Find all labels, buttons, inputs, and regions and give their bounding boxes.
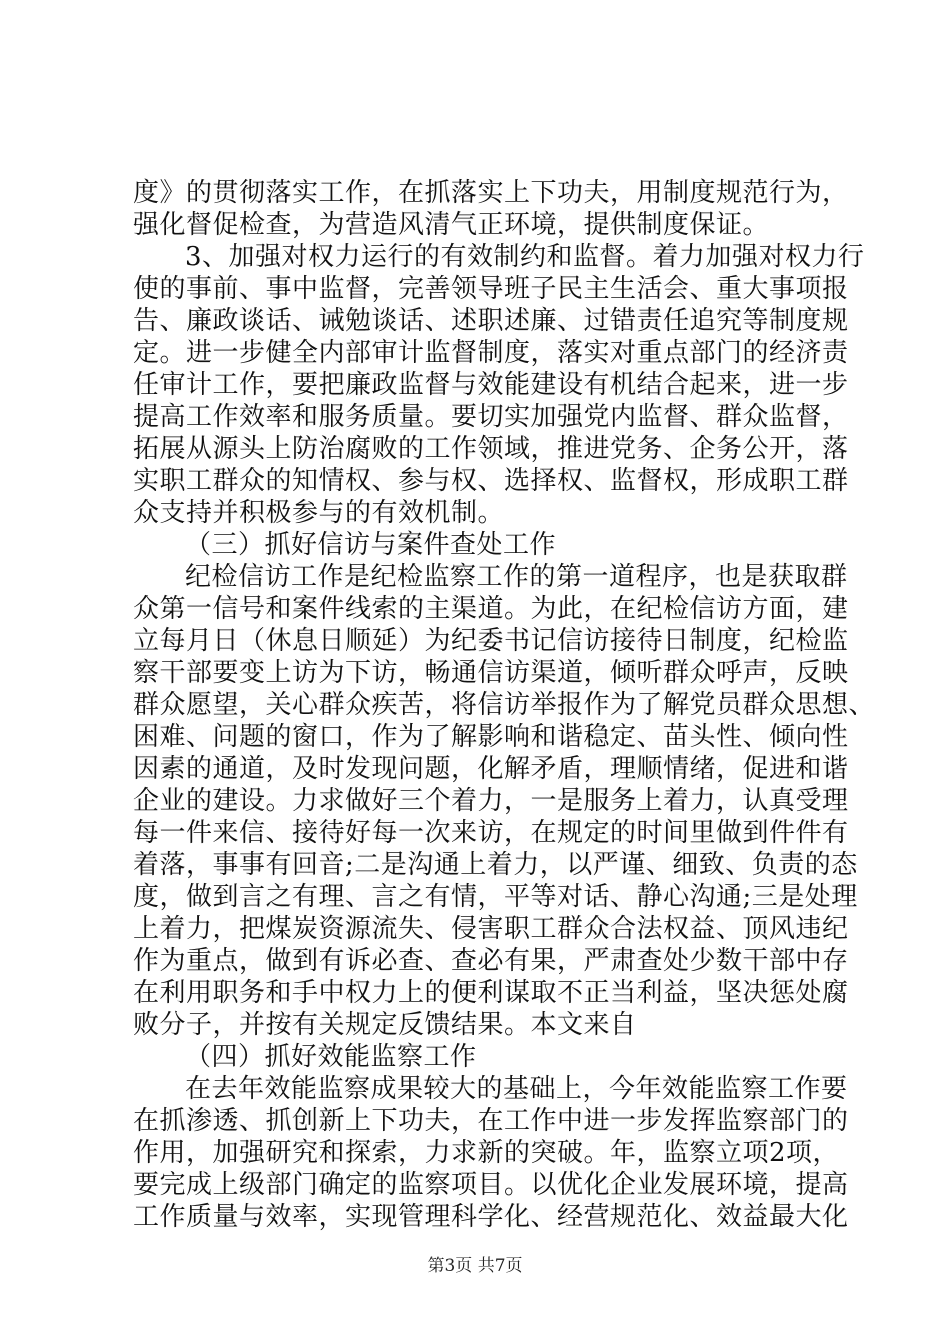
text-line: 着落，事事有回音;二是沟通上着力，以严谨、细致、负责的态 — [133, 850, 858, 880]
text-line: 在利用职务和手中权力上的便利谋取不正当利益，坚决惩处腐 — [133, 978, 849, 1008]
text-line: 工作质量与效率，实现管理科学化、经营规范化、效益最大化 — [133, 1202, 849, 1232]
text-line: 上着力，把煤炭资源流失、侵害职工群众合法权益、顶风违纪 — [133, 914, 849, 944]
text-line: 作用，加强研究和探索，力求新的突破。年，监察立项2项， — [133, 1138, 840, 1168]
text-line: 提高工作效率和服务质量。要切实加强党内监督、群众监督， — [133, 402, 849, 432]
text-line: 强化督促检查，为营造风清气正环境，提供制度保证。 — [133, 210, 770, 240]
text-line: 实职工群众的知情权、参与权、选择权、监督权，形成职工群 — [133, 466, 849, 496]
section-heading: （四）抓好效能监察工作 — [185, 1042, 477, 1072]
text-line: 告、廉政谈话、诫勉谈话、述职述廉、过错责任追究等制度规 — [133, 306, 849, 336]
text-line: 作为重点，做到有诉必查、查必有果，严肃查处少数干部中存 — [133, 946, 849, 976]
text-line: 纪检信访工作是纪检监察工作的第一道程序，也是获取群 — [185, 562, 848, 592]
text-line: 败分子，并按有关规定反馈结果。本文来自 — [133, 1010, 637, 1040]
text-line: 拓展从源头上防治腐败的工作领域，推进党务、企务公开，落 — [133, 434, 849, 464]
section-heading: （三）抓好信访与案件查处工作 — [185, 530, 557, 560]
text-line: 3、加强对权力运行的有效制约和监督。着力加强对权力行 — [185, 242, 865, 272]
text-line: 要完成上级部门确定的监察项目。以优化企业发展环境，提高 — [133, 1170, 849, 1200]
text-line: 众第一信号和案件线索的主渠道。为此，在纪检信访方面，建 — [133, 594, 849, 624]
text-line: 每一件来信、接待好每一次来访，在规定的时间里做到件件有 — [133, 818, 849, 848]
text-line: 使的事前、事中监督，完善领导班子民主生活会、重大事项报 — [133, 274, 849, 304]
text-line: 因素的通道，及时发现问题，化解矛盾，理顺情绪，促进和谐 — [133, 754, 849, 784]
text-line: 群众愿望，关心群众疾苦，将信访举报作为了解党员群众思想、 — [133, 690, 876, 720]
text-line: 察干部要变上访为下访，畅通信访渠道，倾听群众呼声，反映 — [133, 658, 849, 688]
page-footer: 第3页 共7页 — [427, 1256, 523, 1276]
text-line: 在去年效能监察成果较大的基础上，今年效能监察工作要 — [185, 1074, 848, 1104]
text-line: 企业的建设。力求做好三个着力，一是服务上着力，认真受理 — [133, 786, 849, 816]
text-line: 度》的贯彻落实工作，在抓落实上下功夫，用制度规范行为， — [133, 178, 849, 208]
text-line: 任审计工作，要把廉政监督与效能建设有机结合起来，进一步 — [133, 370, 849, 400]
text-line: 困难、问题的窗口，作为了解影响和谐稳定、苗头性、倾向性 — [133, 722, 849, 752]
text-line: 度，做到言之有理、言之有情，平等对话、静心沟通;三是处理 — [133, 882, 858, 912]
text-line: 立每月日（休息日顺延）为纪委书记信访接待日制度，纪检监 — [133, 626, 849, 656]
text-line: 定。进一步健全内部审计监督制度，落实对重点部门的经济责 — [133, 338, 849, 368]
text-line: 在抓渗透、抓创新上下功夫，在工作中进一步发挥监察部门的 — [133, 1106, 849, 1136]
text-line: 众支持并积极参与的有效机制。 — [133, 498, 505, 528]
